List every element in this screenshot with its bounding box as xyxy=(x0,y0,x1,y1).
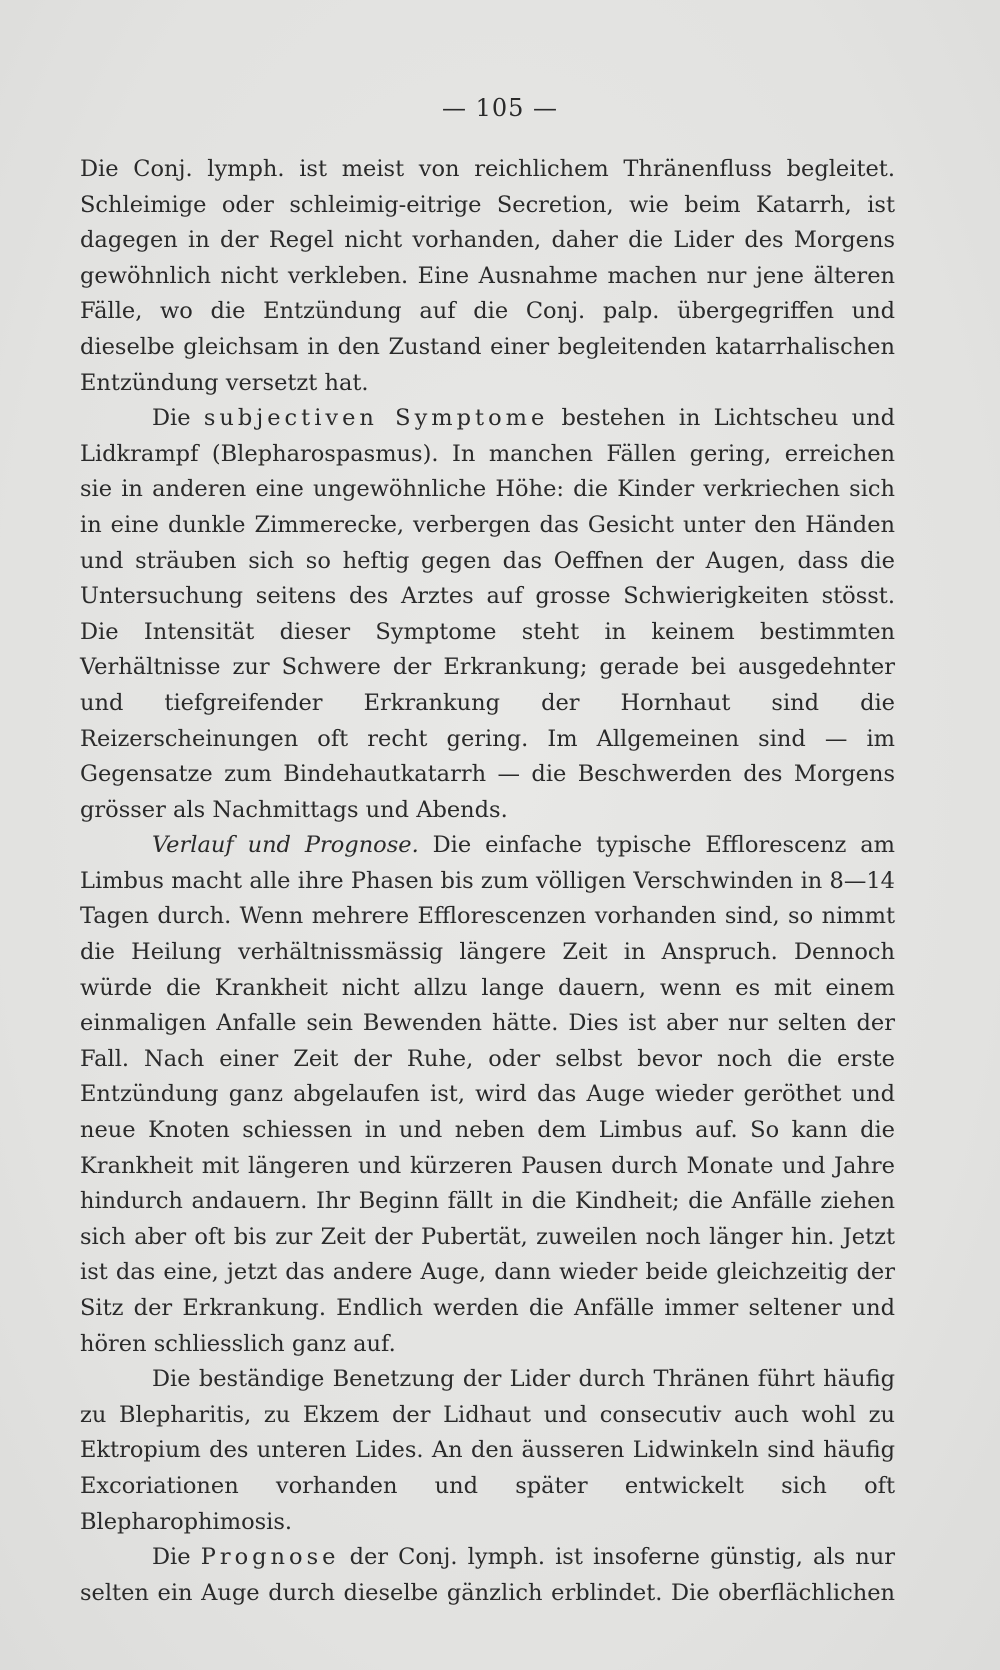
page-number: — 105 — xyxy=(441,94,559,122)
paragraph-text: bestehen in Lichtscheu und Lidkrampf (Blepharospasmus). In manchen Fällen gering, erreichen sie in anderen eine ungewöhnliche Höhe: die Kinder verkriechen sich in eine dunkle Zimmerecke, verbergen das Gesicht unter den Händen und sträuben sich so heftig gegen das Oeffnen der Augen, dass die Untersuchung seitens des Arztes auf grosse Schwierigkeiten stösst. Die Intensität dieser Symptome steht in keinem bestimmten Verhältnisse zur Schwere der Erkrankung; gerade bei ausgedehnter und tiefgreifender Erkrankung der Hornhaut sind die Reizerscheinungen oft recht gering. Im Allgemeinen sind — im Gegensatze zum Bindehautkatarrh — die Beschwerden des Morgens grösser als Nachmittags und Abends. xyxy=(80,405,895,823)
paragraph-course-prognosis xyxy=(80,828,895,1362)
paragraph-blepharitis xyxy=(80,1362,895,1540)
body-text xyxy=(80,152,895,1611)
paragraph-text: Die Conj. lymph. ist meist von reichlichem Thränenfluss begleitet. Schleimige oder schleimig-eitrige Secretion, wie beim Katarrh, ist dagegen in der Regel nicht vorhanden, daher die Lider des Morgens gewöhnlich nicht verkleben. Eine Ausnahme machen nur jene älteren Fälle, wo die Entzündung auf die Conj. palp. übergegriffen und dieselbe gleichsam in den Zustand einer begleitenden katarrhalischen Entzündung versetzt hat. xyxy=(80,156,895,396)
paragraph-text: Die xyxy=(152,1544,201,1571)
paragraph-text: der Conj. lymph. ist insoferne günstig, als nur selten ein Auge durch dieselbe gänzlich erblindet. Die oberflächlichen xyxy=(80,1544,896,1606)
paragraph-text: Die xyxy=(152,405,204,432)
paragraph-subjective-symptoms xyxy=(80,401,895,828)
section-heading: Verlauf und Prognose. xyxy=(152,832,419,859)
paragraph-lacrimation xyxy=(80,152,895,401)
paragraph-prognosis xyxy=(80,1540,895,1611)
paragraph-text: Die beständige Benetzung der Lider durch Thränen führt häufig zu Blepharitis, zu Ekzem der Lidhaut und consecutiv auch wohl zu Ektropium des unteren Lides. An den äusseren Lidwinkeln sind häufig Excoriationen vorhanden und später entwickelt sich oft Blepharophimosis. xyxy=(80,1366,895,1535)
spaced-term: subjectiven Symptome xyxy=(203,405,549,432)
spaced-term: Prognose xyxy=(200,1544,340,1571)
paragraph-text: Die einfache typische Efflorescenz am Limbus macht alle ihre Phasen bis zum völligen Verschwinden in 8—14 Tagen durch. Wenn mehrere Efflorescenzen vorhanden sind, so nimmt die Heilung verhältnissmässig längere Zeit in Anspruch. Dennoch würde die Krankheit nicht allzu lange dauern, wenn es mit einem einmaligen Anfalle sein Bewenden hätte. Dies ist aber nur selten der Fall. Nach einer Zeit der Ruhe, oder selbst bevor noch die erste Entzündung ganz abgelaufen ist, wird das Auge wieder geröthet und neue Knoten schiessen in und neben dem Limbus auf. So kann die Krankheit mit längeren und kürzeren Pausen durch Monate und Jahre hindurch andauern. Ihr Beginn fällt in die Kindheit; die Anfälle ziehen sich aber oft bis zur Zeit der Pubertät, zuweilen noch länger hin. Jetzt ist das eine, jetzt das andere Auge, dann wieder beide gleichzeitig der Sitz der Erkrankung. Endlich werden die Anfälle immer seltener und hören schliesslich ganz auf. xyxy=(80,832,895,1357)
